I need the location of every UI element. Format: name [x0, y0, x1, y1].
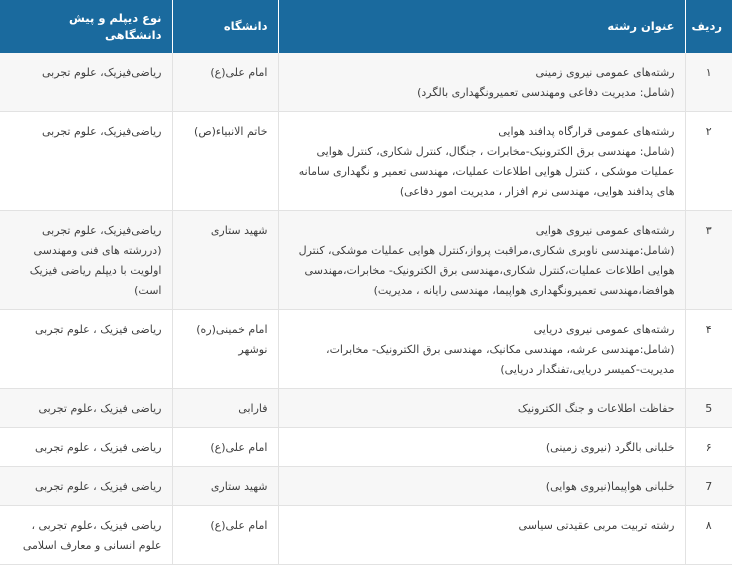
header-title: عنوان رشته [278, 0, 685, 53]
table-row [0, 211, 732, 310]
row-number: ۱ [685, 53, 732, 112]
major-title: خلبانی هواپیما(نیروی هوایی) [545, 480, 675, 493]
row-number: 7 [685, 467, 732, 506]
diploma-cell: ریاضی فیزیک ، علوم تجربی [0, 428, 172, 467]
major-title: رشته تربیت مربی عقیدتی سیاسی [518, 519, 675, 532]
diploma-cell: ریاضی فیزیک ،علوم تجربی [0, 389, 172, 428]
major-title: رشته‌های عمومی نیروی هوایی [535, 224, 675, 237]
major-title: حفاظت اطلاعات و جنگ الکترونیک [517, 402, 675, 415]
major-title-cell [278, 389, 685, 428]
table-row [0, 53, 732, 112]
major-title: خلبانی بالگرد (نیروی زمینی) [545, 441, 675, 454]
major-title: رشته‌های عمومی قرارگاه پدافند هوایی [498, 125, 675, 138]
major-title-cell [278, 53, 685, 112]
header-row [0, 0, 732, 53]
major-title: رشته‌های عمومی نیروی زمینی [535, 66, 675, 79]
major-detail: (شامل:مهندسی ناوبری شکاری،مراقبت پرواز،کنترل هوایی عملیات موشکی، کنترل هوایی اطلاعات عملیات،کنترل شکاری،مهندسی برق الکترونیک- مخابرات،مهندسی هوافضا،مهندسی تعمیرونگهداری هواپیما، مهندسی رایانه ، مدیریت) [298, 244, 675, 297]
header-university: دانشگاه [172, 0, 278, 53]
university-cell: امام خمینی(ره) نوشهر [172, 310, 278, 389]
university-cell: شهید ستاری [172, 467, 278, 506]
major-detail: (شامل:مهندسی عرشه، مهندسی مکانیک، مهندسی برق الکترونیک- مخابرات، مدیریت-کمیسر دریایی،تفنگدار دریایی) [326, 343, 675, 376]
major-title-cell [278, 310, 685, 389]
row-number: 5 [685, 389, 732, 428]
row-number: ۳ [685, 211, 732, 310]
table-row [0, 310, 732, 389]
header-diploma-type: نوع دیپلم و پیش دانشگاهی [0, 0, 172, 53]
university-cell: فارابی [172, 389, 278, 428]
major-title: رشته‌های عمومی نیروی دریایی [533, 323, 675, 336]
university-cell: خاتم الانبیاء(ص) [172, 112, 278, 211]
major-title-cell [278, 506, 685, 565]
header-row-number: ردیف [685, 0, 732, 53]
university-cell: شهید ستاری [172, 211, 278, 310]
diploma-cell: ریاضی‌فیزیک، علوم تجربی (دررشته های فنی ومهندسی اولویت با دیپلم ریاضی فیزیک است) [0, 211, 172, 310]
major-detail: (شامل: مدیریت دفاعی ومهندسی تعمیرونگهداری بالگرد) [417, 86, 675, 99]
diploma-cell: ریاضی فیزیک ، علوم تجربی [0, 467, 172, 506]
row-number: ۸ [685, 506, 732, 565]
major-title-cell [278, 112, 685, 211]
row-number: ۴ [685, 310, 732, 389]
major-title-cell [278, 428, 685, 467]
diploma-cell: ریاضی فیزیک ،علوم تجربی ، علوم انسانی و معارف اسلامی [0, 506, 172, 565]
table-row [0, 428, 732, 467]
university-cell: امام علی(ع) [172, 428, 278, 467]
major-title-cell [278, 467, 685, 506]
row-number: ۶ [685, 428, 732, 467]
table-row [0, 112, 732, 211]
major-detail: (شامل: مهندسی برق الکترونیک-مخابرات ، جنگال، کنترل شکاری، کنترل هوایی عملیات موشکی ، کنترل هوایی اطلاعات عملیات، مهندسی تعمیر و نگهداری سامانه های پدافند هوایی، مهندسی نرم افزار ، مدیریت امور دفاعی) [298, 145, 675, 198]
university-cell: امام علی(ع) [172, 506, 278, 565]
table-row [0, 506, 732, 565]
diploma-cell: ریاضی‌فیزیک، علوم تجربی [0, 112, 172, 211]
table-row [0, 389, 732, 428]
university-cell: امام علی(ع) [172, 53, 278, 112]
diploma-cell: ریاضی فیزیک ، علوم تجربی [0, 310, 172, 389]
row-number: ۲ [685, 112, 732, 211]
table-row [0, 467, 732, 506]
major-title-cell [278, 211, 685, 310]
diploma-cell: ریاضی‌فیزیک، علوم تجربی [0, 53, 172, 112]
